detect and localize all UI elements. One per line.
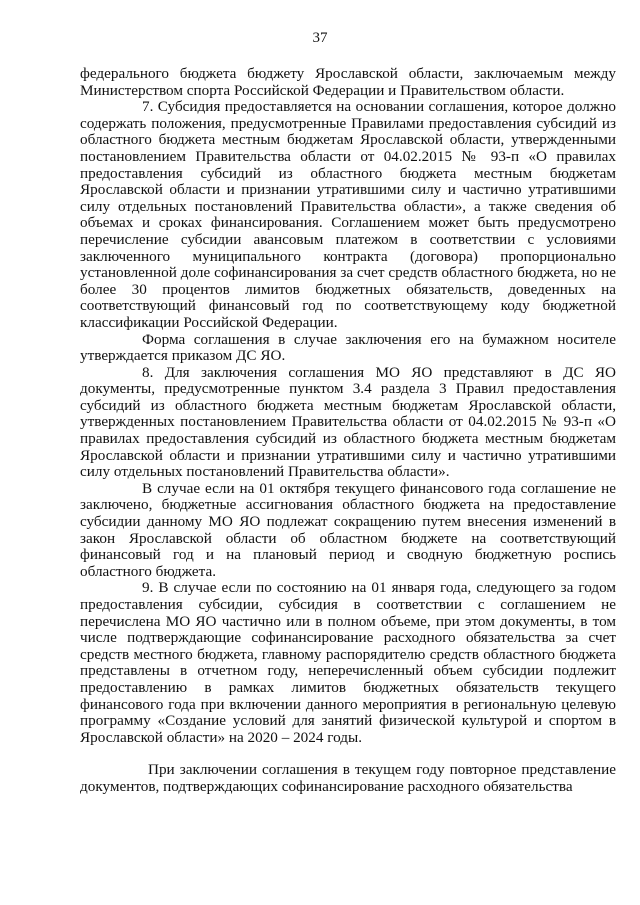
paragraph-continuation: федерального бюджета бюджету Ярославской области, заключаемым между Министерством спорта Российской Федерации и Правительством области. <box>80 65 616 99</box>
paragraph-agreement-form: Форма соглашения в случае заключения его на бумажном носителе утверждается приказом ДС ЯО. <box>80 330 616 365</box>
page-number: 37 <box>312 30 328 46</box>
paragraph-october-deadline: В случае если на 01 октября текущего финансового года соглашение не заключено, бюджетные ассигнования областного бюджета на предоставление субсидии данному МО ЯО подлежат сокращению путем внесения изменений в закон Ярославской области об областном бюджете на соответствующий финансовый год и на плановый период и сводную бюджетную роспись областного бюджета. <box>80 479 616 580</box>
document-body <box>80 66 616 796</box>
paragraph-item-8: 8. Для заключения соглашения МО ЯО представляют в ДС ЯО документы, предусмотренные пунктом 3.4 раздела 3 Правил предоставления субсидий из областного бюджета местным бюджетам Ярославской области, утвержденных постановлением Правительства области от 04.02.2015 № 93-п «О правилах предоставления субсидий из областного бюджета местным бюджетам Ярославской области и признании утратившими силу и частично утратившими силу отдельных постановлений Правительства области». <box>80 363 616 481</box>
paragraph-repeat-submission: При заключении соглашения в текущем году повторное представление документов, подтверждающих софинансирование расходного обязательства <box>80 761 616 795</box>
paragraph-item-9: 9. В случае если по состоянию на 01 января года, следующего за годом предоставления субсидии, субсидия в соответствии с соглашением не перечислена МО ЯО частично или в полном объеме, при этом документы, в том числе подтверждающие софинансирование расходного обязательства за счет средств местного бюджета, главному распорядителю средств областного бюджета представлены в отчетном году, неперечисленный объем субсидии подлежит предоставлению в рамках лимитов бюджетных обязательств текущего финансового года при включении данного мероприятия в региональную целевую программу «Создание условий для занятий физической культурой и спортом в Ярославской области» на 2020 – 2024 годы. <box>80 579 616 746</box>
paragraph-item-7: 7. Субсидия предоставляется на основании соглашения, которое должно содержать положения, предусмотренные Правилами предоставления субсидий из областного бюджета местным бюджетам Ярославской области, утвержденными постановлением Правительства области от 04.02.2015 № 93-п «О правилах предоставления субсидий из областного бюджета местным бюджетам Ярославской области и признании утратившими силу и частично утратившими силу отдельных постановлений Правительства области», а также сведения об объемах и сроках финансирования. Соглашением может быть предусмотрено перечисление субсидии авансовым платежом в соответствии с условиями заключенного муниципального контракта (договора) пропорционально установленной доле софинансирования за счет средств областного бюджета, но не более 30 процентов лимитов бюджетных обязательств, доведенных на соответствующий финансовый год по соответствующему коду бюджетной классификации Российской Федерации. <box>80 98 616 331</box>
